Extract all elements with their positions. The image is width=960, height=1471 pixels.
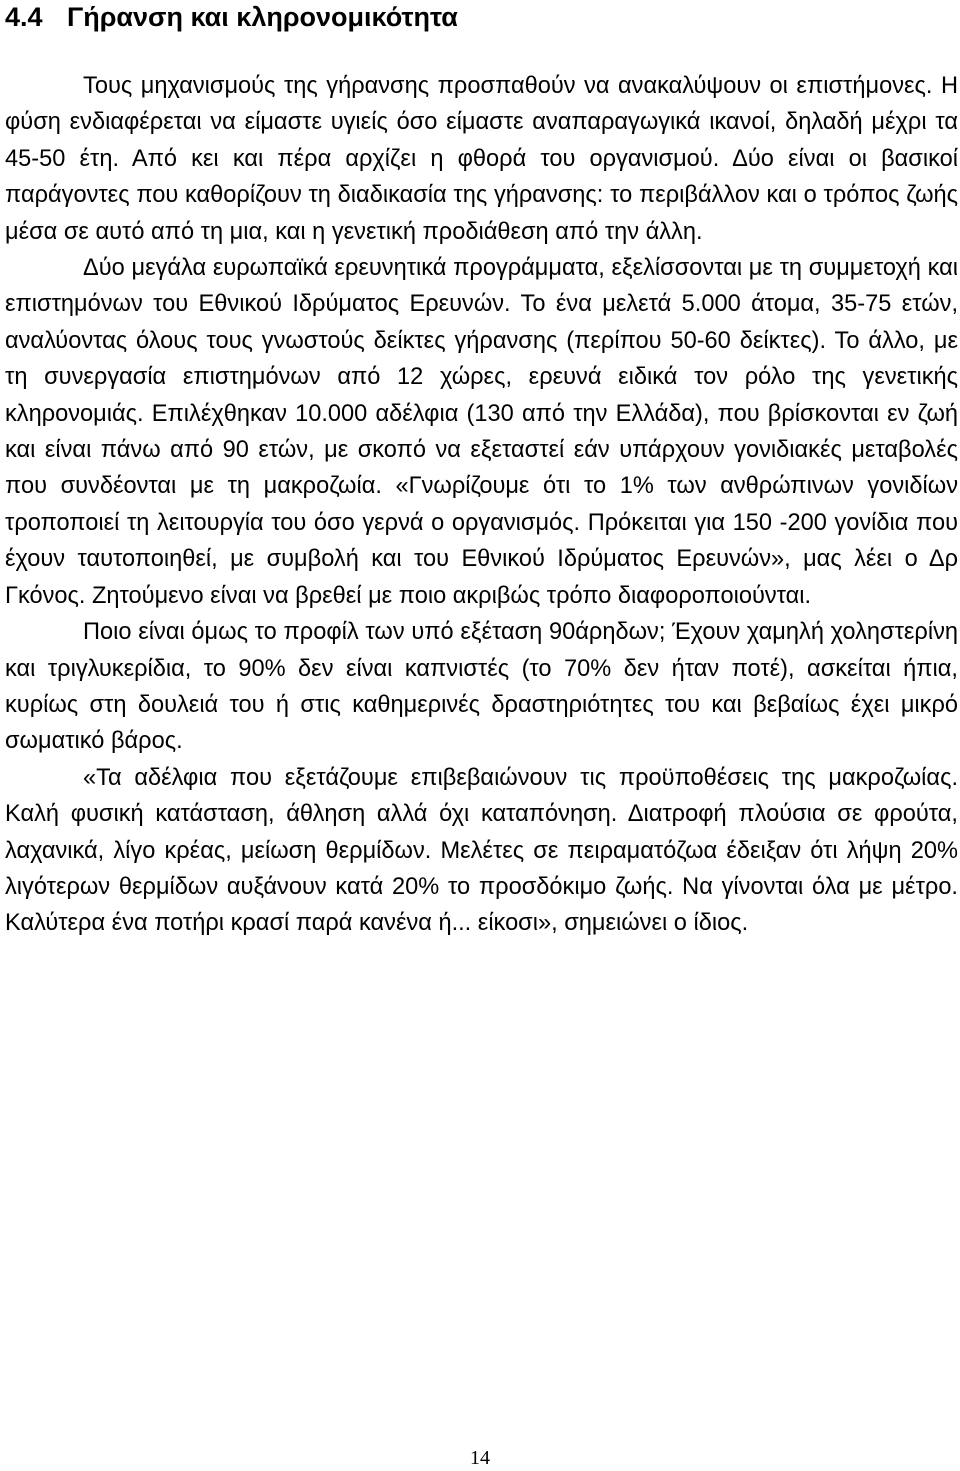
paragraph: Δύο μεγάλα ευρωπαϊκά ερευνητικά προγράμματα, εξελίσσονται με τη συμμετοχή και επιστημόνων του Εθνικού Ιδρύματος Ερευνών. Το ένα μελετά 5.000 άτομα, 35-75 ετών, αναλύοντας όλους τους γνωστούς δείκτες γήρανσης (περίπου 50-60 δείκτες). Το άλλο, με τη συνεργασία επιστημόνων από 12 χώρες, ερευνά ειδικά τον ρόλο της γενετικής κληρονομιάς. Επιλέχθηκαν 10.000 αδέλφια (130 από την Ελλάδα), που βρίσκονται εν ζωή και είναι πάνω από 90 ετών, με σκοπό να εξεταστεί εάν υπάρχουν γονιδιακές μεταβολές που συνδέονται με τη μακροζωία. «Γνωρίζουμε ότι το 1% των ανθρώπινων γονιδίων τροποποιεί τη λειτουργία του όσο γερνά ο οργανισμός. Πρόκειται για 150 -200 γονίδια που έχουν ταυτοποιηθεί, με συμβολή και του Εθνικού Ιδρύματος Ερευνών», μας λέει ο Δρ Γκόνος. Ζητούμενο είναι να βρεθεί με ποιο ακριβώς τρόπο διαφοροποιούνται.: [5, 255, 958, 609]
body-text: [5, 68, 958, 942]
paragraph: «Τα αδέλφια που εξετάζουμε επιβεβαιώνουν τις προϋποθέσεις της μακροζωίας. Καλή φυσική κατάσταση, άθληση αλλά όχι καταπόνηση. Διατροφή πλούσια σε φρούτα, λαχανικά, λίγο κρέας, μείωση θερμίδων. Μελέτες σε πειραματόζωα έδειξαν ότι λήψη 20% λιγότερων θερμίδων αυξάνουν κατά 20% το προσδόκιμο ζωής. Να γίνονται όλα με μέτρο. Καλύτερα ένα ποτήρι κρασί παρά κανένα ή... είκοσι», σημειώνει ο ίδιος.: [5, 764, 958, 937]
page-number: 14: [470, 1447, 490, 1469]
paragraph: Τους μηχανισμούς της γήρανσης προσπαθούν να ανακαλύψουν οι επιστήμονες. Η φύση ενδιαφέρεται να είμαστε υγιείς όσο είμαστε αναπαραγωγικά ικανοί, δηλαδή μέχρι τα 45-50 έτη. Από κει και πέρα αρχίζει η φθορά του οργανισμού. Δύο είναι οι βασικοί παράγοντες που καθορίζουν τη διαδικασία της γήρανσης: το περιβάλλον και ο τρόπος ζωής μέσα σε αυτό από τη μια, και η γενετική προδιάθεση από την άλλη.: [5, 73, 958, 245]
section-title: Γήρανση και κληρονομικότητα: [67, 2, 458, 32]
paragraph: Ποιο είναι όμως το προφίλ των υπό εξέταση 90άρηδων; Έχουν χαμηλή χοληστερίνη και τριγλυκερίδια, το 90% δεν είναι καπνιστές (το 70% δεν ήταν ποτέ), ασκείται ήπια, κυρίως στη δουλειά του ή στις καθημερινές δραστηριότητες του και βεβαίως έχει μικρό σωματικό βάρος.: [5, 619, 958, 755]
section-number: 4.4: [5, 2, 43, 32]
section-heading: [5, 0, 955, 34]
